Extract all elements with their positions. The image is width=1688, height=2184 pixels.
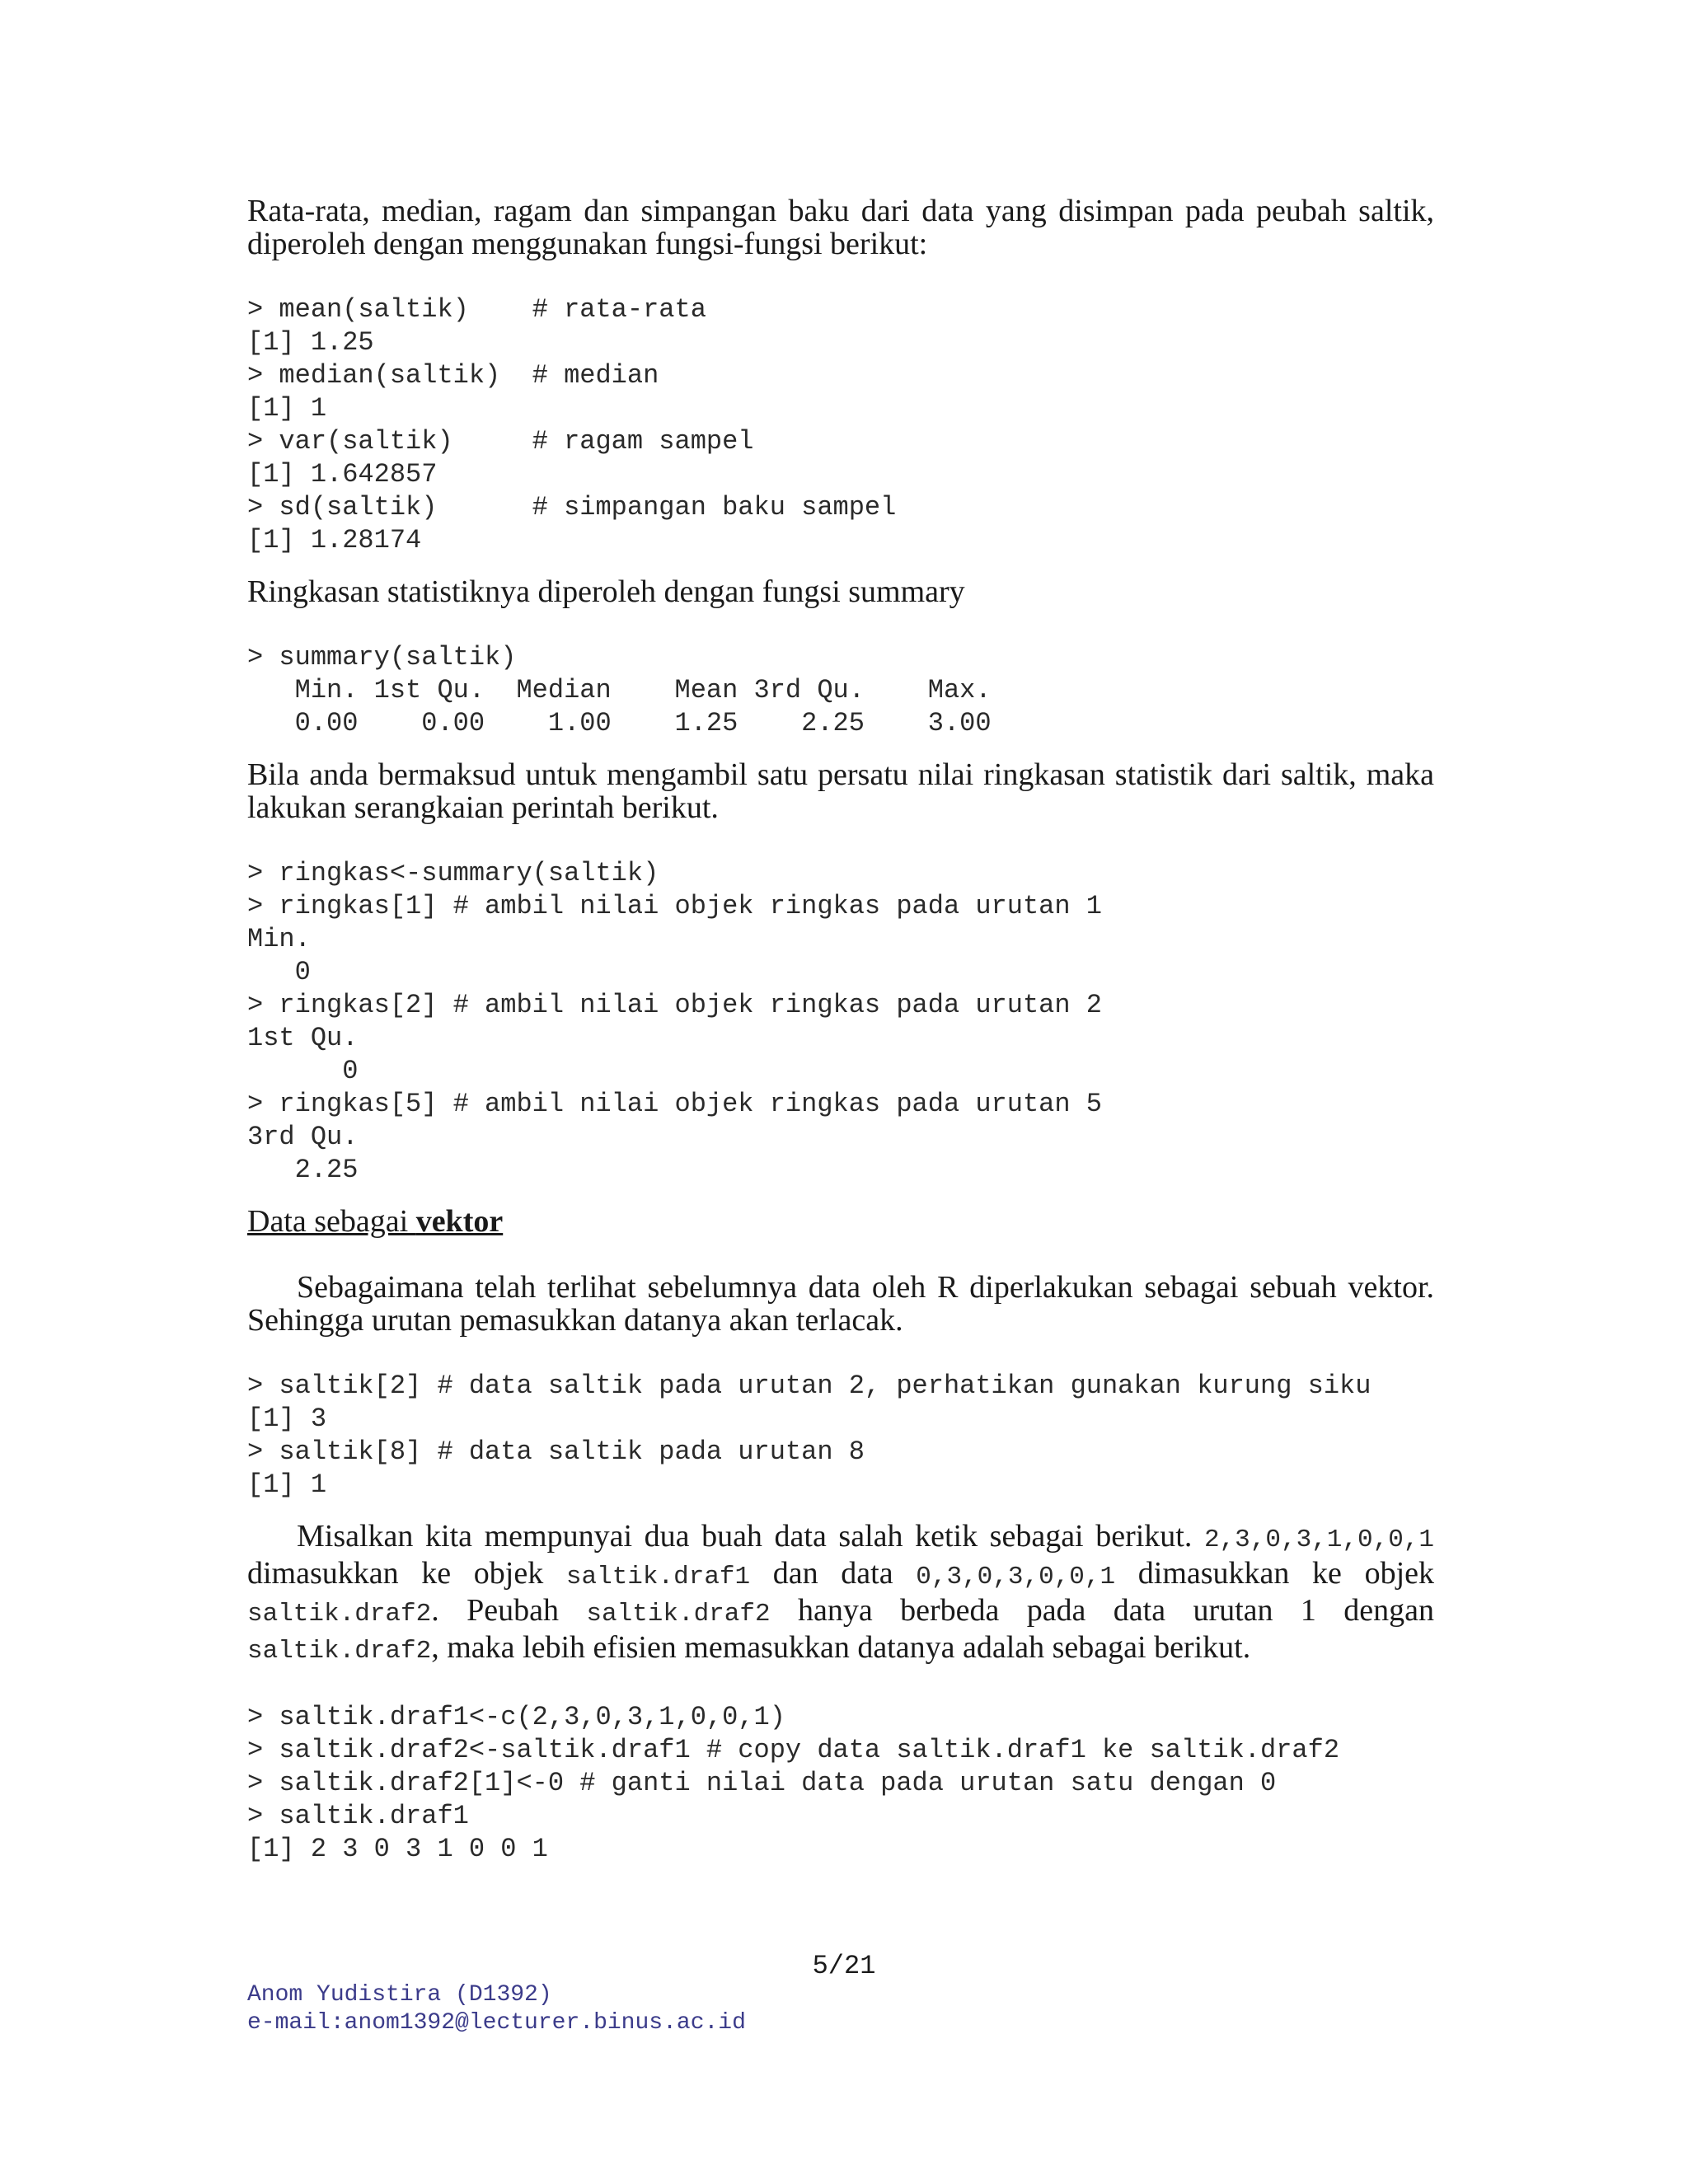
code-block-summary (247, 641, 1434, 740)
code-line: > saltik.draf2<-saltik.draf1 # copy data saltik.draf1 ke saltik.draf2 (247, 1735, 1340, 1765)
text-run: dimasukkan ke objek (247, 1556, 566, 1591)
inline-code: saltik.draf2 (586, 1600, 771, 1629)
page-footer (247, 1981, 746, 2037)
text-run: , maka lebih efisien memasukkan datanya adalah sebagai berikut. (431, 1630, 1251, 1665)
code-block-vektor (247, 1370, 1434, 1502)
footer-author: Anom Yudistira (D1392) (247, 1982, 552, 2008)
code-line: > ringkas<-summary(saltik) (247, 858, 659, 888)
ringkas-paragraph: Bila anda bermaksud untuk mengambil satu persatu nilai ringkasan statistik dari saltik, maka lakukan serangkaian perintah berikut. (247, 757, 1434, 825)
code-line: > ringkas[5] # ambil nilai objek ringkas pada urutan 5 (247, 1089, 1102, 1119)
code-line: 0.00 0.00 1.00 1.25 2.25 3.00 (247, 708, 992, 738)
code-line: Min. 1st Qu. Median Mean 3rd Qu. Max. (247, 675, 992, 705)
text-run: hanya berbeda pada data urutan 1 dengan (770, 1593, 1434, 1628)
code-block-ringkas (247, 857, 1434, 1187)
code-line: > saltik.draf1<-c(2,3,0,3,1,0,0,1) (247, 1702, 785, 1732)
vektor-paragraph: Sebagaimana telah terlihat sebelumnya data oleh R diperlakukan sebagai sebuah vektor. Sehingga urutan pemasukkan datanya akan terlacak. (247, 1270, 1434, 1338)
code-line: > saltik.draf1 (247, 1801, 469, 1831)
intro-paragraph: Rata-rata, median, ragam dan simpangan baku dari data yang disimpan pada peubah saltik, diperoleh dengan menggunakan fungsi-fungsi berikut: (247, 194, 1434, 261)
code-line: > median(saltik) # median (247, 360, 659, 391)
text-run: dimasukkan ke objek (1115, 1556, 1434, 1591)
summary-paragraph: Ringkasan statistiknya diperoleh dengan fungsi summary (247, 574, 965, 609)
code-line: [1] 1.28174 (247, 525, 422, 555)
code-line: > saltik[8] # data saltik pada urutan 8 (247, 1436, 865, 1467)
code-line: [1] 1.642857 (247, 459, 438, 490)
code-line: > saltik.draf2[1]<-0 # ganti nilai data pada urutan satu dengan 0 (247, 1768, 1277, 1798)
text-run: dan data (750, 1556, 917, 1591)
text-run: Misalkan kita mempunyai dua buah data salah ketik sebagai berikut. (297, 1519, 1204, 1554)
misalkan-paragraph (247, 1520, 1434, 1668)
code-line: > saltik[2] # data saltik pada urutan 2, perhatikan gunakan kurung siku (247, 1371, 1372, 1401)
code-block-stats (247, 293, 1434, 557)
document-page (247, 194, 1434, 1866)
inline-code: saltik.draf2 (247, 1600, 432, 1629)
inline-code: 0,3,0,3,0,0,1 (916, 1563, 1116, 1591)
code-line: > ringkas[1] # ambil nilai objek ringkas pada urutan 1 (247, 891, 1102, 921)
code-line: > summary(saltik) (247, 642, 517, 673)
section-heading-prefix: Data sebagai (247, 1204, 416, 1239)
page-number: 5/21 (812, 1951, 876, 1981)
code-line: > ringkas[2] # ambil nilai objek ringkas pada urutan 2 (247, 990, 1102, 1020)
inline-code: saltik.draf1 (565, 1563, 751, 1591)
code-line: 1st Qu. (247, 1023, 359, 1053)
inline-code: saltik.draf2 (247, 1637, 432, 1666)
code-line: > var(saltik) # ragam sampel (247, 426, 754, 457)
text-run: . Peubah (431, 1593, 587, 1628)
code-line: > sd(saltik) # simpangan baku sampel (247, 492, 897, 523)
section-heading (247, 1205, 1434, 1238)
code-line: 2.25 (247, 1155, 359, 1185)
section-heading-bold: vektor (415, 1204, 504, 1239)
code-line: 0 (247, 1056, 359, 1086)
code-line: [1] 1 (247, 393, 327, 424)
code-line: 0 (247, 957, 311, 987)
code-line: [1] 3 (247, 1404, 327, 1434)
code-line: Min. (247, 924, 311, 954)
code-line: > mean(saltik) # rata-rata (247, 294, 706, 325)
footer-email: e-mail:anom1392@lecturer.binus.ac.id (247, 2010, 746, 2036)
code-line: [1] 2 3 0 3 1 0 0 1 (247, 1834, 548, 1864)
code-line: [1] 1.25 (247, 327, 374, 358)
code-block-draf (247, 1701, 1434, 1866)
code-line: [1] 1 (247, 1469, 327, 1500)
code-line: 3rd Qu. (247, 1122, 359, 1152)
inline-code: 2,3,0,3,1,0,0,1 (1203, 1526, 1434, 1554)
